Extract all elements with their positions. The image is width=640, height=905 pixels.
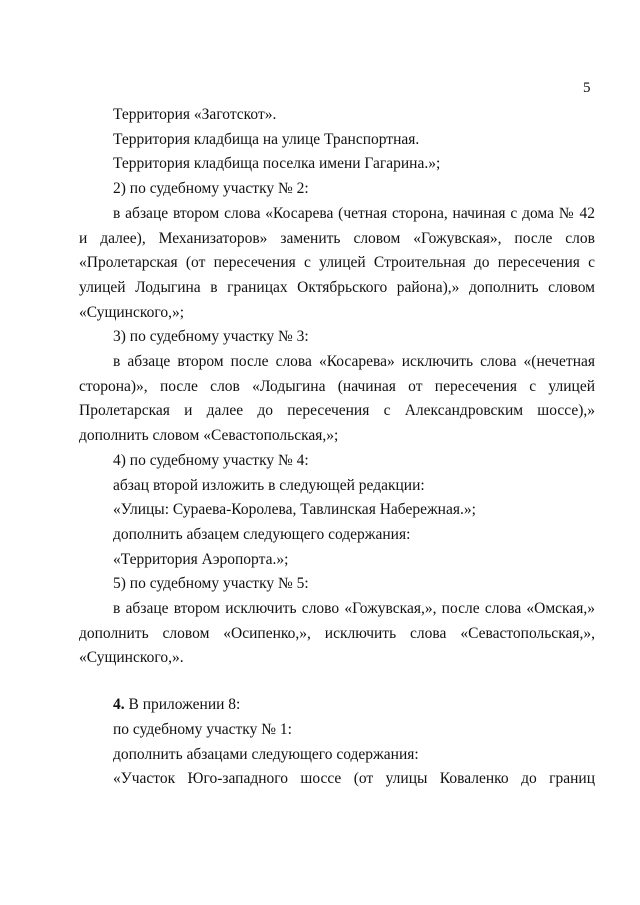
section-number: 4. <box>113 696 125 714</box>
paragraph: Территория кладбища на улице Транспортная. <box>113 130 420 148</box>
paragraph: «Территория Аэропорта.»; <box>113 550 289 568</box>
page-number: 5 <box>583 80 591 96</box>
paragraph: 3) по судебному участку № 3: <box>113 328 309 346</box>
paragraph: 5) по судебному участку № 5: <box>113 575 309 593</box>
section-gap <box>79 671 595 693</box>
paragraph: в абзаце втором исключить слово «Гожувская,», после слова «Омская,» дополнить словом «Осипенко,», исключить слова «Севастопольская,», «Сущинского,». <box>79 600 595 667</box>
paragraph: по судебному участку № 1: <box>113 720 292 738</box>
section-heading-text: В приложении 8: <box>124 696 241 714</box>
section-heading <box>79 693 595 718</box>
paragraph: 2) по судебному участку № 2: <box>113 180 309 198</box>
paragraph: 4) по судебному участку № 4: <box>113 451 309 469</box>
paragraph: в абзаце втором после слова «Косарева» исключить слова «(нечетная сторона)», после слов «Лодыгина (начиная от пересечения с улицей Пролетарская и далее до пересечения с Александровским шоссе),» дополнить словом «Севастопольская,»; <box>79 353 595 445</box>
paragraph: дополнить абзацами следующего содержания: <box>113 745 419 763</box>
paragraph: дополнить абзацем следующего содержания: <box>113 525 411 543</box>
document-body <box>79 103 595 792</box>
paragraph: «Участок Юго-западного шоссе (от улицы Коваленко до границ <box>113 770 595 788</box>
paragraph: в абзаце втором слова «Косарева (четная сторона, начиная с дома № 42 и далее), Механизаторов» заменить словом «Гожувская», после слов «Пролетарская (от пересечения с улицей Строительная до пересечения с улицей Лодыгина в границах Октябрьского района),» дополнить словом «Сущинского,»; <box>79 204 595 321</box>
paragraph: абзац второй изложить в следующей редакции: <box>113 476 425 494</box>
paragraph: Территория «Заготскот». <box>113 106 277 123</box>
paragraph: «Улицы: Сураева-Королева, Тавлинская Набережная.»; <box>113 501 476 519</box>
paragraph: Территория кладбища поселка имени Гагарина.»; <box>113 155 441 173</box>
